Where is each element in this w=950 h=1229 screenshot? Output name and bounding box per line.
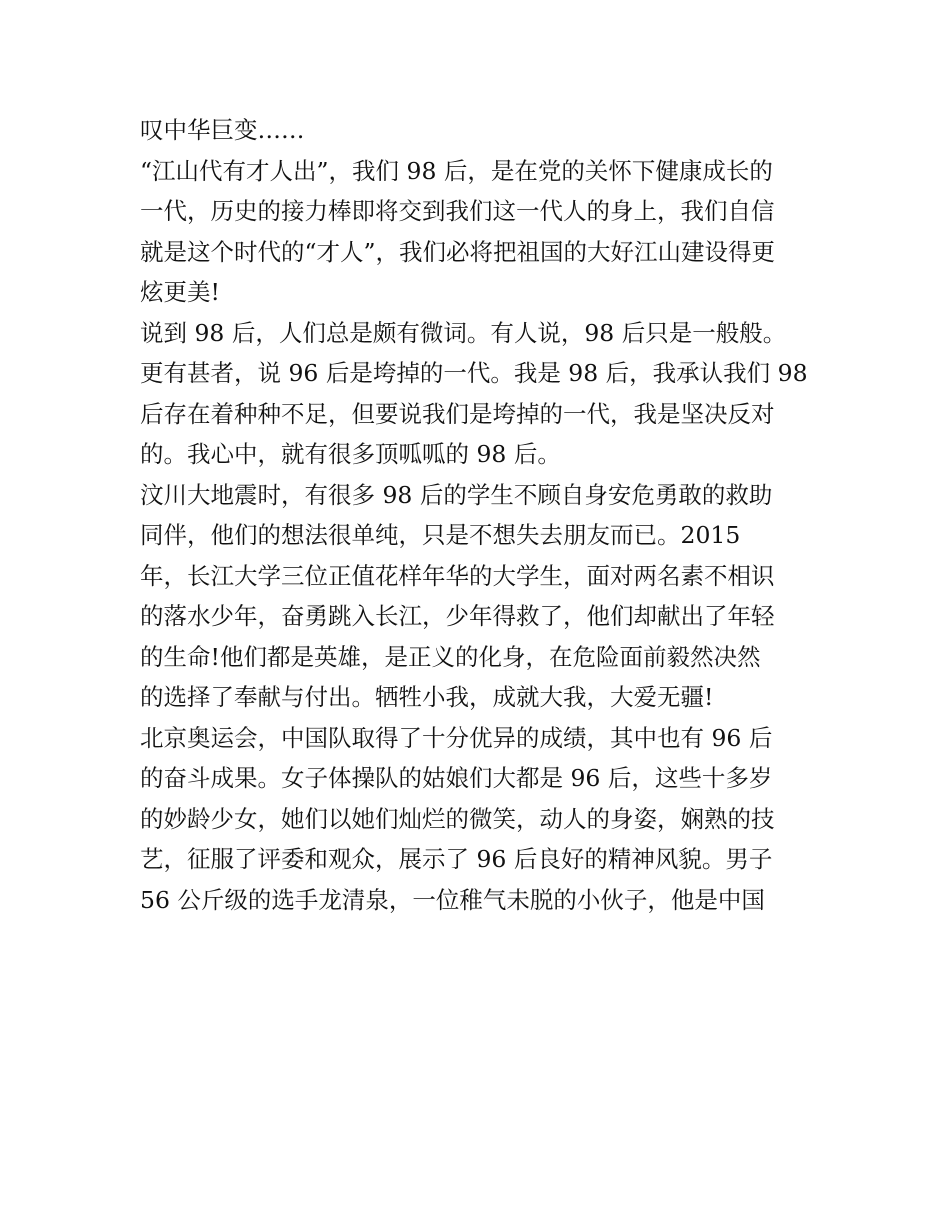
text-line: 说到 98 后，人们总是颇有微词。有人说，98 后只是一般般。 — [140, 318, 787, 347]
text-line: 的妙龄少女，她们以她们灿烂的微笑，动人的身姿，娴熟的技 — [140, 804, 775, 833]
text-line: 的生命!他们都是英雄，是正义的化身，在危险面前毅然决然 — [140, 642, 761, 671]
text-line: 艺，征服了评委和观众，展示了 96 后良好的精神风貌。男子 — [140, 845, 773, 873]
document-page — [140, 110, 820, 920]
text-line: 更有甚者，说 96 后是垮掉的一代。我是 98 后，我承认我们 98 — [140, 359, 808, 387]
text-line: “江山代有才人出”，我们 98 后，是在党的关怀下健康成长的 — [140, 156, 773, 185]
text-line: 的。我心中，就有很多顶呱呱的 98 后。 — [140, 440, 561, 468]
text-line: 叹中华巨变…… — [140, 116, 305, 144]
text-line: 炫更美! — [140, 278, 220, 306]
text-line: 一代，历史的接力棒即将交到我们这一代人的身上，我们自信 — [140, 197, 775, 225]
text-line: 的落水少年，奋勇跳入长江，少年得救了，他们却献出了年轻 — [140, 602, 775, 630]
text-line: 就是这个时代的“才人”，我们必将把祖国的大好江山建设得更 — [140, 237, 776, 266]
text-line: 北京奥运会，中国队取得了十分优异的成绩，其中也有 96 后 — [140, 723, 773, 752]
text-line: 后存在着种种不足，但要说我们是垮掉的一代，我是坚决反对 — [140, 399, 775, 428]
text-line: 56 公斤级的选手龙清泉，一位稚气未脱的小伙子，他是中国 — [140, 885, 765, 914]
text-line: 的选择了奉献与付出。牺牲小我，成就大我，大爱无疆! — [140, 683, 714, 711]
text-line: 年，长江大学三位正值花样年华的大学生，面对两名素不相识 — [140, 561, 775, 590]
text-line: 的奋斗成果。女子体操队的姑娘们大都是 96 后，这些十多岁 — [140, 764, 773, 792]
text-line: 汶川大地震时，有很多 98 后的学生不顾自身安危勇敢的救助 — [140, 480, 773, 509]
text-line: 同伴，他们的想法很单纯，只是不想失去朋友而已。2015 — [140, 521, 741, 549]
